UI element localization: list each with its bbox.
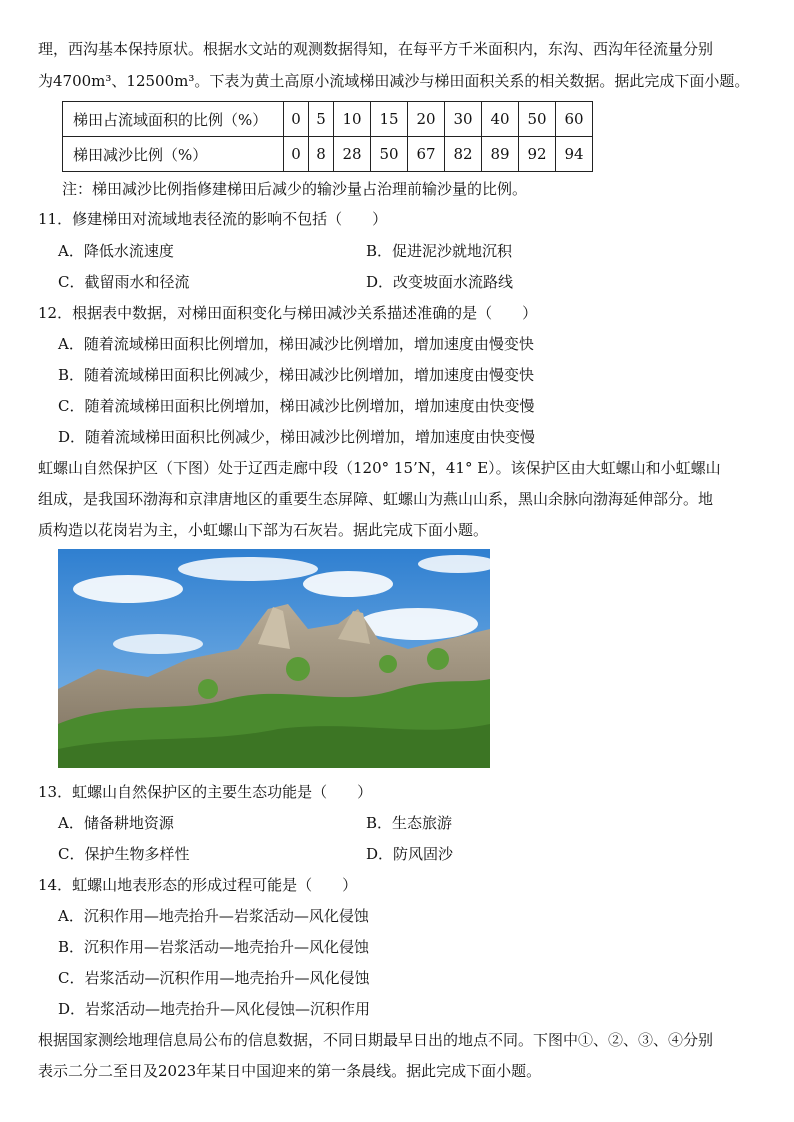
- q11-option-b: B．促进泥沙就地沉积: [366, 242, 513, 260]
- passage3-line-1: 根据国家测绘地理信息局公布的信息数据，不同日期最早日出的地点不同。下图中①、②、③、④分别: [38, 1031, 714, 1049]
- passage2-line-3: 质构造以花岗岩为主，小虹螺山下部为石灰岩。据此完成下面小题。: [38, 521, 489, 539]
- table-cell: 50: [519, 102, 556, 137]
- table-cell: 89: [482, 137, 519, 172]
- q13-option-b: B．生态旅游: [366, 814, 453, 832]
- table-note: 注：梯田减沙比例指修建梯田后减少的输沙量占治理前输沙量的比例。: [62, 180, 528, 198]
- table-cell: 15: [371, 102, 408, 137]
- hongluo-mountain-photo: [58, 549, 490, 768]
- q13-stem: 13．虹螺山自然保护区的主要生态功能是（ ）: [38, 783, 373, 801]
- q14-option-b: B．沉积作用—岩浆活动—地壳抬升—风化侵蚀: [58, 938, 370, 956]
- q13-option-a: A．储备耕地资源: [58, 814, 174, 832]
- table-cell: 5: [309, 102, 334, 137]
- table-cell: 10: [334, 102, 371, 137]
- q14-stem: 14．虹螺山地表形态的形成过程可能是（ ）: [38, 876, 358, 894]
- table-cell: 20: [408, 102, 445, 137]
- table-row-label: 梯田占流域面积的比例（%）: [63, 102, 284, 137]
- passage2-line-1: 虹螺山自然保护区（下图）处于辽西走廊中段（120° 15’N，41° E）。该保护区由大虹螺山和小虹螺山: [38, 459, 721, 477]
- intro-line-2: 为4700m³、12500m³。下表为黄土高原小流域梯田减沙与梯田面积关系的相关数据。据此完成下面小题。: [38, 72, 750, 90]
- table-cell: 30: [445, 102, 482, 137]
- table-cell: 8: [309, 137, 334, 172]
- table-cell: 92: [519, 137, 556, 172]
- table-row: [63, 137, 593, 172]
- q12-option-d: D．随着流域梯田面积比例减少，梯田减沙比例增加，增加速度由快变慢: [58, 428, 536, 446]
- table-cell: 94: [556, 137, 593, 172]
- q13-option-c: C．保护生物多样性: [58, 845, 190, 863]
- table-row-label: 梯田减沙比例（%）: [63, 137, 284, 172]
- q14-option-a: A．沉积作用—地壳抬升—岩浆活动—风化侵蚀: [58, 907, 369, 925]
- table-cell: 28: [334, 137, 371, 172]
- table-cell: 60: [556, 102, 593, 137]
- q12-option-b: B．随着流域梯田面积比例减少，梯田减沙比例增加，增加速度由慢变快: [58, 366, 535, 384]
- table-cell: 0: [284, 102, 309, 137]
- passage3-line-2: 表示二分二至日及2023年某日中国迎来的第一条晨线。据此完成下面小题。: [38, 1062, 542, 1080]
- table-row: [63, 102, 593, 137]
- table-cell: 0: [284, 137, 309, 172]
- q12-stem: 12．根据表中数据，对梯田面积变化与梯田减沙关系描述准确的是（ ）: [38, 304, 538, 322]
- q12-option-c: C．随着流域梯田面积比例增加，梯田减沙比例增加，增加速度由快变慢: [58, 397, 535, 415]
- q11-stem: 11．修建梯田对流域地表径流的影响不包括（ ）: [38, 210, 388, 228]
- intro-line-1: 理，西沟基本保持原状。根据水文站的观测数据得知，在每平方千米面积内，东沟、西沟年径流量分别: [38, 40, 714, 58]
- q14-option-d: D．岩浆活动—地壳抬升—风化侵蚀—沉积作用: [58, 1000, 371, 1018]
- q11-option-a: A．降低水流速度: [58, 242, 174, 260]
- q14-option-c: C．岩浆活动—沉积作用—地壳抬升—风化侵蚀: [58, 969, 370, 987]
- table-cell: 67: [408, 137, 445, 172]
- table-cell: 40: [482, 102, 519, 137]
- q11-option-c: C．截留雨水和径流: [58, 273, 190, 291]
- terrace-sediment-table: [62, 101, 593, 172]
- q12-option-a: A．随着流域梯田面积比例增加，梯田减沙比例增加，增加速度由慢变快: [58, 335, 534, 353]
- table-cell: 50: [371, 137, 408, 172]
- passage2-line-2: 组成，是我国环渤海和京津唐地区的重要生态屏障、虹螺山为燕山山系，黑山余脉向渤海延伸部分。地: [38, 490, 714, 508]
- q11-option-d: D．改变坡面水流路线: [366, 273, 514, 291]
- table-cell: 82: [445, 137, 482, 172]
- q13-option-d: D．防风固沙: [366, 845, 454, 863]
